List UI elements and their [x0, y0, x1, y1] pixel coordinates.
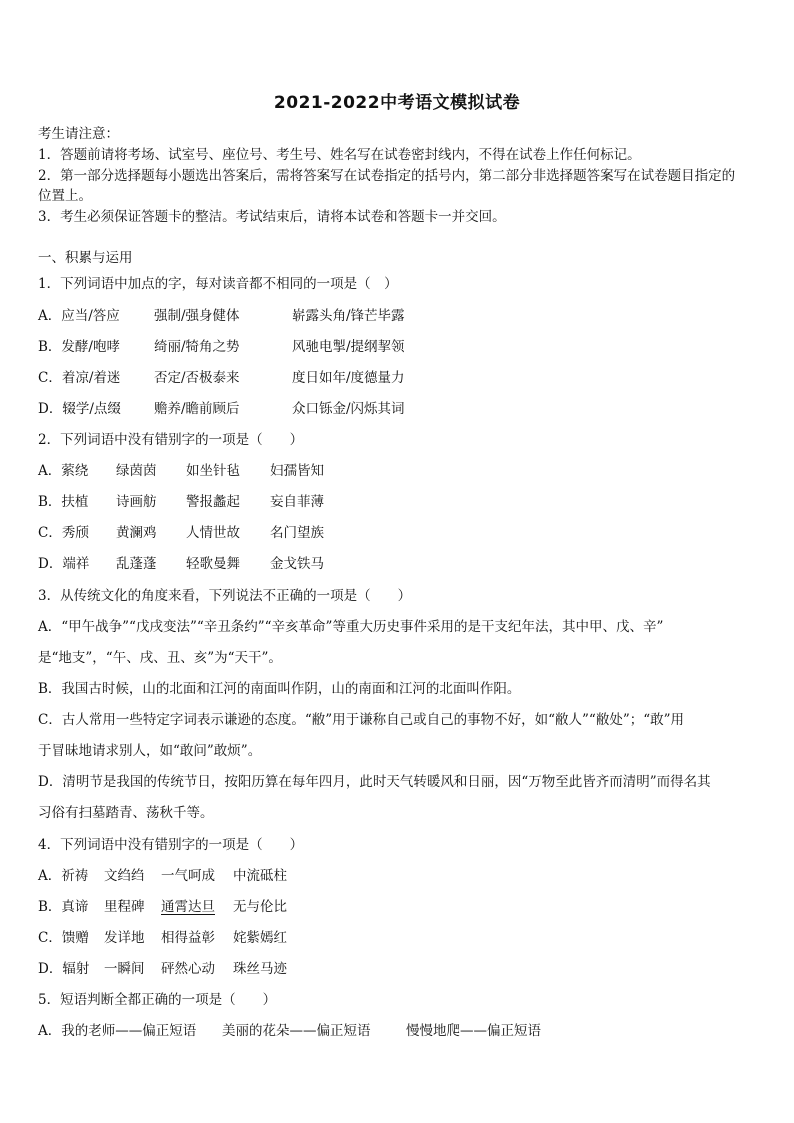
option-cell: 砰然心动	[161, 961, 215, 977]
notice-item: 2．第一部分选择题每小题选出答案后，需将答案写在试卷指定的括号内，第二部分非选择题答案写在试卷题目指定的	[38, 168, 736, 184]
option-cell: 警报蠡起	[186, 494, 240, 510]
paragraph-line: A．“甲午战争”“戊戌变法”“辛丑条约”“辛亥革命”等重大历史事件采用的是干支纪年法，其中甲、戊、辛”	[38, 619, 664, 635]
option-cell: 否定/否极泰来	[154, 370, 240, 386]
option-cell: D．端祥	[38, 556, 90, 572]
option-cell: B．真谛	[38, 899, 89, 915]
question-stem: 4．下列词语中没有错别字的一项是（ ）	[38, 837, 304, 853]
question-stem: 2．下列词语中没有错别字的一项是（ ）	[38, 432, 304, 448]
option-row	[38, 895, 758, 915]
option-cell: 妄自菲薄	[270, 494, 324, 510]
option-cell: B．扶植	[38, 494, 89, 510]
option-cell: A．萦绕	[38, 463, 89, 479]
option-row	[38, 366, 758, 386]
option-cell: 无与伦比	[233, 899, 287, 915]
option-cell: C．秀颀	[38, 525, 89, 541]
option-row	[38, 957, 758, 977]
paragraph-line: 于冒昧地请求别人，如“敢问”敢烦”。	[38, 743, 262, 759]
option-row	[38, 459, 758, 479]
option-cell: 妇孺皆知	[270, 463, 324, 479]
option-cell: 崭露头角/锋芒毕露	[292, 308, 405, 324]
option-cell: B．发酵/咆哮	[38, 339, 120, 355]
paragraph-line: 习俗有扫墓踏青、荡秋千等。	[38, 805, 214, 821]
question-stem: 3．从传统文化的角度来看，下列说法不正确的一项是（ ）	[38, 588, 412, 604]
notice-item: 位置上。	[38, 188, 92, 204]
paragraph-line: D．清明节是我国的传统节日，按阳历算在每年四月，此时天气转暖风和日丽，因“万物至此皆齐而清明”而得名其	[38, 774, 711, 790]
option-row	[38, 926, 758, 946]
option-row	[38, 864, 758, 884]
option-row	[38, 304, 758, 324]
notice-heading: 考生请注意：	[38, 126, 119, 142]
option-cell: 一瞬间	[104, 961, 145, 977]
option-cell: 一气呵成	[161, 868, 215, 884]
option-cell: 黄澜鸡	[116, 525, 157, 541]
option-cell: C．着凉/着迷	[38, 370, 121, 386]
option-row	[38, 490, 758, 510]
option-cell: D．辐射	[38, 961, 90, 977]
option-cell: 强制/强身健体	[154, 308, 240, 324]
option-cell: 绮丽/犄角之势	[154, 339, 240, 355]
question-stem: 5．短语判断全都正确的一项是（ ）	[38, 992, 277, 1008]
option-cell: 众口铄金/闪烁其词	[292, 401, 405, 417]
option-cell: 人情世故	[186, 525, 240, 541]
paragraph-line: B．我国古时候，山的北面和江河的南面叫作阴，山的南面和江河的北面叫作阳。	[38, 681, 521, 697]
section-heading: 一、积累与运用	[38, 250, 133, 266]
option-cell: 发详地	[104, 930, 145, 946]
option-cell: 金戈铁马	[270, 556, 324, 572]
option-cell: 赡养/瞻前顾后	[154, 401, 240, 417]
option-cell: 相得益彰	[161, 930, 215, 946]
option-cell: 绿茵茵	[116, 463, 157, 479]
option-cell: 慢慢地爬——偏正短语	[406, 1023, 541, 1039]
option-cell: 文绉绉	[104, 868, 145, 884]
option-cell: A．祈祷	[38, 868, 89, 884]
option-cell: 姹紫嫣红	[233, 930, 287, 946]
option-row	[38, 397, 758, 417]
option-cell: 轻歌曼舞	[186, 556, 240, 572]
notice-item: 1．答题前请将考场、试室号、座位号、考生号、姓名写在试卷密封线内，不得在试卷上作任何标记。	[38, 147, 641, 163]
option-cell: 里程碑	[104, 899, 145, 915]
notice-item: 3．考生必须保证答题卡的整洁。考试结束后，请将本试卷和答题卡一并交回。	[38, 209, 506, 225]
option-cell: 如坐针毡	[186, 463, 240, 479]
option-row	[38, 552, 758, 572]
option-cell: 名门望族	[270, 525, 324, 541]
option-cell: 风驰电掣/提纲挈领	[292, 339, 405, 355]
paragraph-line: C．古人常用一些特定字词表示谦逊的态度。“敝”用于谦称自己或自己的事物不好，如“敝人”“敝处”；“敢”用	[38, 712, 685, 728]
option-cell: 通霄达旦	[161, 899, 215, 915]
option-cell: A．我的老师——偏正短语	[38, 1023, 197, 1039]
option-row	[38, 1019, 758, 1039]
question-stem: 1．下列词语中加点的字，每对读音都不相同的一项是（ ）	[38, 276, 398, 292]
option-cell: A．应当/答应	[38, 308, 120, 324]
option-cell: 诗画舫	[116, 494, 157, 510]
option-cell: 中流砥柱	[233, 868, 287, 884]
paragraph-line: 是“地支”，“午、戌、丑、亥”为“天干”。	[38, 650, 282, 666]
option-row	[38, 335, 758, 355]
option-cell: D．辍学/点缀	[38, 401, 121, 417]
option-cell: C．馈赠	[38, 930, 89, 946]
option-row	[38, 521, 758, 541]
option-cell: 美丽的花朵——偏正短语	[222, 1023, 371, 1039]
option-cell: 乱蓬蓬	[116, 556, 157, 572]
option-cell: 珠丝马迹	[233, 961, 287, 977]
page-title: 2021-2022中考语文模拟试卷	[273, 93, 521, 113]
option-cell: 度日如年/度德量力	[292, 370, 405, 386]
